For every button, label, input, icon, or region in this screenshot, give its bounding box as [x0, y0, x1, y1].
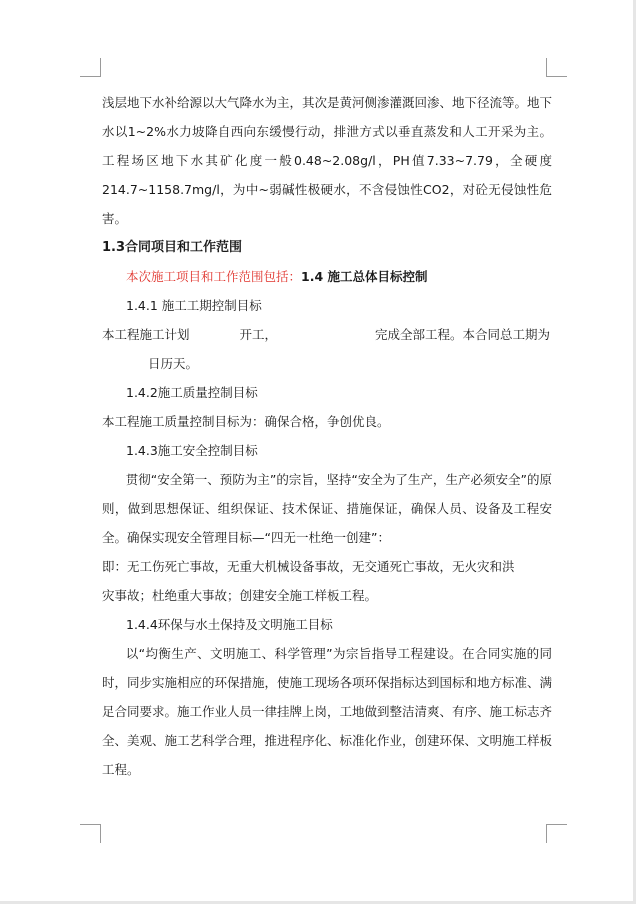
safety-goals-line-2: 灾事故；杜绝重大事故；创建安全施工样板工程。 — [102, 588, 378, 603]
schedule-heading: 1.4.1 施工工期控制目标 — [126, 298, 262, 313]
quality-paragraph: 本工程施工质量控制目标为：确保合格，争创优良。 — [102, 414, 390, 429]
env-paragraph: 以“均衡生产、文明施工、科学管理”为宗旨指导工程建设。在合同实施的同时，同步实施相应的环保措施，使施工现场各项环保指标达到国标和地方标准、满足合同要求。施工作业人员一律挂牌上岗，工地做到整洁清爽、有序、施工标志齐全、美观、施工艺科学合理，推进程序化、标准化作业，创建环保、文明施工样板工程。 — [102, 646, 553, 777]
schedule-part1: 本工程施工计划 — [102, 327, 190, 342]
scope-title: 1.4 施工总体目标控制 — [301, 269, 428, 284]
schedule-line-2: 日历天。 — [148, 356, 199, 371]
scope-label: 本次施工项目和工作范围包括： — [126, 269, 302, 284]
crop-mark-bottom-left — [80, 824, 101, 843]
section-heading: 1.3合同项目和工作范围 — [102, 240, 243, 255]
crop-mark-top-right — [546, 58, 567, 77]
document-body — [102, 88, 552, 784]
intro-paragraph: 浅层地下水补给源以大气降水为主，其次是黄河侧渗灌溉回渗、地下径流等。地下水以1~2%水力坡降自西向东缓慢行动，排泄方式以垂直蒸发和人工开采为主。工程场区地下水其矿化度一般0.48~2.08g/l，PH值7.33~7.79，全硬度214.7~1158.7mg/l，为中~弱碱性极硬水，不含侵蚀性CO2，对砼无侵蚀性危害。 — [102, 95, 553, 226]
crop-mark-bottom-right — [546, 824, 567, 843]
schedule-part3: 完成全部工程。本合同总工期为 — [375, 327, 551, 342]
safety-heading: 1.4.3施工安全控制目标 — [126, 443, 258, 458]
schedule-part2: 开工， — [239, 327, 278, 342]
crop-mark-top-left — [80, 58, 101, 77]
schedule-line — [102, 320, 552, 349]
safety-goals-line-1: 即：无工伤死亡事故，无重大机械设备事故，无交通死亡事故，无火灾和洪 — [102, 559, 515, 574]
scope-line — [102, 262, 552, 291]
env-heading: 1.4.4环保与水土保持及文明施工目标 — [126, 617, 333, 632]
safety-paragraph: 贯彻“安全第一、预防为主”的宗旨，坚持“安全为了生产，生产必须安全”的原则，做到思想保证、组织保证、技术保证、措施保证，确保人员、设备及工程安全。确保实现安全管理目标—“四无一杜绝一创建”： — [102, 472, 552, 545]
quality-heading: 1.4.2施工质量控制目标 — [126, 385, 258, 400]
